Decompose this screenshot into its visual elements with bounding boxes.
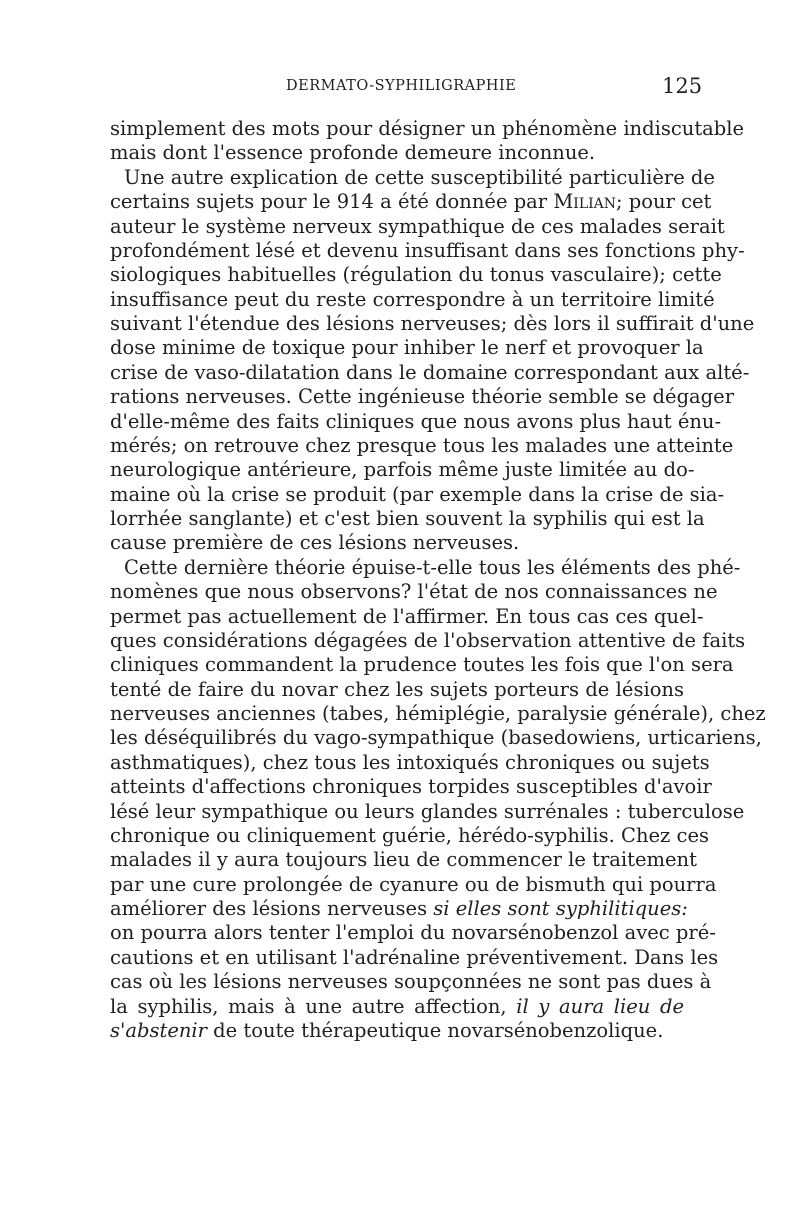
paragraph-start-line: Une autre explication de cette susceptibilité particulière de — [124, 165, 715, 189]
text-line: siologiques habituelles (régulation du tonus vasculaire); cette — [110, 263, 722, 287]
text-line — [110, 1019, 684, 1043]
text-line: auteur le système nerveux sympathique de ces malades serait — [110, 214, 725, 238]
text-line: asthmatiques), chez tous les intoxiqués chroniques ou sujets — [110, 750, 710, 774]
page-number: 125 — [662, 74, 703, 98]
text-line — [110, 995, 684, 1019]
body-text — [110, 117, 766, 1043]
text-line — [110, 897, 688, 921]
text-run: ; pour cet — [616, 190, 712, 214]
text-line: mais dont l'essence profonde demeure inconnue. — [110, 141, 596, 165]
text-line: ques considérations dégagées de l'observation attentive de faits — [110, 628, 746, 652]
text-line: cliniques commandent la prudence toutes les fois que l'on sera — [110, 653, 734, 677]
text-line: simplement des mots pour désigner un phénomène indiscutable — [110, 117, 745, 140]
emphasis-text: il y aura lieu de — [516, 994, 684, 1018]
text-line: atteints d'affections chroniques torpides susceptibles d'avoir — [110, 775, 712, 799]
text-line: rations nerveuses. Cette ingénieuse théorie semble se dégager — [110, 385, 735, 409]
text-line: cause première de ces lésions nerveuses. — [110, 531, 520, 555]
text-run: certains sujets pour le 914 a été donnée par — [110, 190, 554, 214]
text-line: crise de vaso-dilatation dans le domaine correspondant aux alté- — [110, 360, 750, 384]
text-line: tenté de faire du novar chez les sujets porteurs de lésions — [110, 677, 684, 701]
paragraph-start-line: Cette dernière théorie épuise-t-elle tous les éléments des phé- — [124, 555, 741, 579]
text-line: mérés; on retrouve chez presque tous les malades une atteinte — [110, 433, 734, 457]
text-line: nomènes que nous observons? l'état de nos connaissances ne — [110, 580, 718, 604]
author-name: Milian — [553, 190, 617, 214]
text-line: cas où les lésions nerveuses soupçonnées ne sont pas dues à — [110, 970, 712, 994]
text-run: de toute thérapeutique novarsénobenzolique. — [206, 1018, 664, 1042]
text-line: par une cure prolongée de cyanure ou de bismuth qui pourra — [110, 872, 717, 896]
text-line: insuffisance peut du reste correspondre à un territoire limité — [110, 287, 715, 311]
text-line: cautions et en utilisant l'adrénaline préventivement. Dans les — [110, 945, 719, 969]
text-line: lésé leur sympathique ou leurs glandes surrénales : tuberculose — [110, 799, 745, 823]
emphasis-text: s'abstenir — [110, 1018, 207, 1042]
text-line: profondément lésé et devenu insuffisant dans ses fonctions phy- — [110, 238, 745, 262]
text-line: chronique ou cliniquement guérie, hérédo-syphilis. Chez ces — [110, 823, 709, 847]
text-line: permet pas actuellement de l'affirmer. En tous cas ces quel- — [110, 604, 704, 628]
emphasis-text: si elles sont syphilitiques: — [433, 897, 688, 920]
text-line: nerveuses anciennes (tabes, hémiplégie, paralysie générale), chez — [110, 702, 766, 725]
text-line: on pourra alors tenter l'emploi du novarsénobenzol avec pré- — [110, 921, 716, 945]
running-head: DERMATO-SYPHILIGRAPHIE — [286, 78, 517, 94]
text-line: lorrhée sanglante) et c'est bien souvent la syphilis qui est la — [110, 507, 705, 530]
text-line: dose minime de toxique pour inhiber le nerf et provoquer la — [110, 336, 704, 360]
text-line: neurologique antérieure, parfois même juste limitée au do- — [110, 458, 695, 482]
text-line: suivant l'étendue des lésions nerveuses; dès lors il suffirait d'une — [110, 312, 755, 335]
text-line: malades il y aura toujours lieu de commencer le traitement — [110, 848, 697, 872]
text-run: améliorer des lésions nerveuses — [110, 897, 434, 920]
text-line: les déséquilibrés du vago-sympathique (basedowiens, urticariens, — [110, 726, 762, 750]
text-line: maine où la crise se produit (par exemple dans la crise de sia- — [110, 482, 725, 506]
text-line: d'elle-même des faits cliniques que nous avons plus haut énu- — [110, 409, 722, 433]
text-run: la syphilis, mais à une autre affection, — [110, 994, 517, 1018]
text-line — [110, 190, 712, 214]
